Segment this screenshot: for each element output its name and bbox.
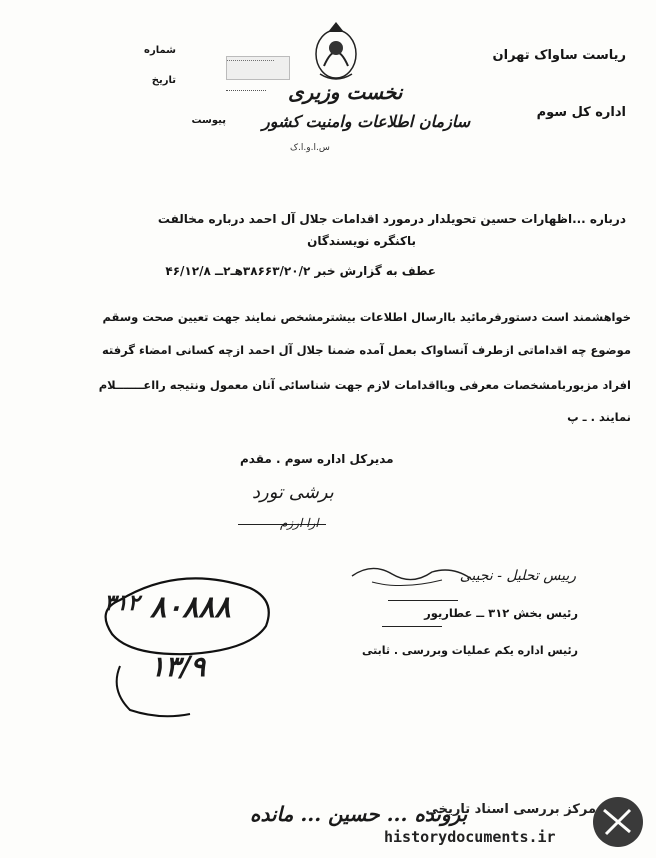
field-attachment-label: پیوست xyxy=(191,115,226,126)
signature-initials: ارا ارزم xyxy=(280,516,319,530)
dept-chief-line: رئیس اداره یکم عملیات وبررسی . ثابتی xyxy=(362,644,578,657)
stamp-number-bottom: ۱۳/۹ xyxy=(150,650,206,683)
section-chief-line: رئیس بخش ۳۱۲ ــ عطاریور xyxy=(424,606,578,620)
body-line-4: نمایند . ـ پ xyxy=(567,410,631,424)
signature-title: مدیرکل اداره سوم . مقدم xyxy=(240,452,394,466)
watermark-url: historydocuments.ir xyxy=(384,828,556,846)
stamp-number-top: ۸۰۸۸۸ xyxy=(150,590,231,625)
organization-abbrev: س.ا.و.ا.ک xyxy=(290,143,330,153)
scribble-signature-icon xyxy=(352,560,472,590)
field-number-label: شماره xyxy=(144,45,176,56)
watermark-logo-icon xyxy=(590,792,650,852)
stamp-code: ۳۱۲ xyxy=(104,590,140,616)
reference-line: عطف به گزارش خبر ۳۸۶۶۳/۲۰/۲هـ۲ــ ۴۶/۱۲/۸ xyxy=(165,264,436,278)
handwritten-signature: برشی تورد xyxy=(252,482,334,503)
subject-line-2: باکنگره نویسندگان xyxy=(307,234,416,248)
body-line-1: خواهشمند است دستورفرمائید باارسال اطلاعات بیشترمشخص نمایند جهت تعیین صحت وسقم xyxy=(102,310,631,324)
subject-line-1: درباره ...اظهارات حسین تحویلدار درمورد اقدامات جلال آل احمد درباره مخالفت xyxy=(157,212,626,226)
body-line-3: افراد مزبوربامشخصات معرفی وبااقدامات لازم جهت شناسائی آنان معمول ونتیجه رااعـــــــلام xyxy=(98,378,631,392)
analysis-hand-note: رییس تحلیل - نجیبی xyxy=(459,568,576,584)
faint-stamp-box xyxy=(226,56,290,80)
lion-sun-emblem-icon xyxy=(306,18,366,88)
department: اداره کل سوم xyxy=(536,105,626,120)
field-date-label: تاریخ xyxy=(151,75,176,86)
recipient: ریاست ساواک تهران xyxy=(492,48,626,63)
field-date-line xyxy=(226,90,266,91)
organization-title: سازمان اطلاعات وامنیت کشور xyxy=(262,112,471,131)
ministry-title: نخست وزیری xyxy=(288,80,403,104)
body-line-2: موضوع چه اقداماتی ازطرف آنساواک بعمل آمده ضمنا جلال آل احمد ازچه کسانی امضاء گرفته xyxy=(101,343,631,357)
watermark-org: مرکز بررسی اسناد تاریخی xyxy=(425,802,596,817)
chief-underline xyxy=(382,626,442,627)
footer-handwritten: برونده ... حسین ... مانده xyxy=(250,802,468,826)
hand-underline xyxy=(388,600,458,601)
